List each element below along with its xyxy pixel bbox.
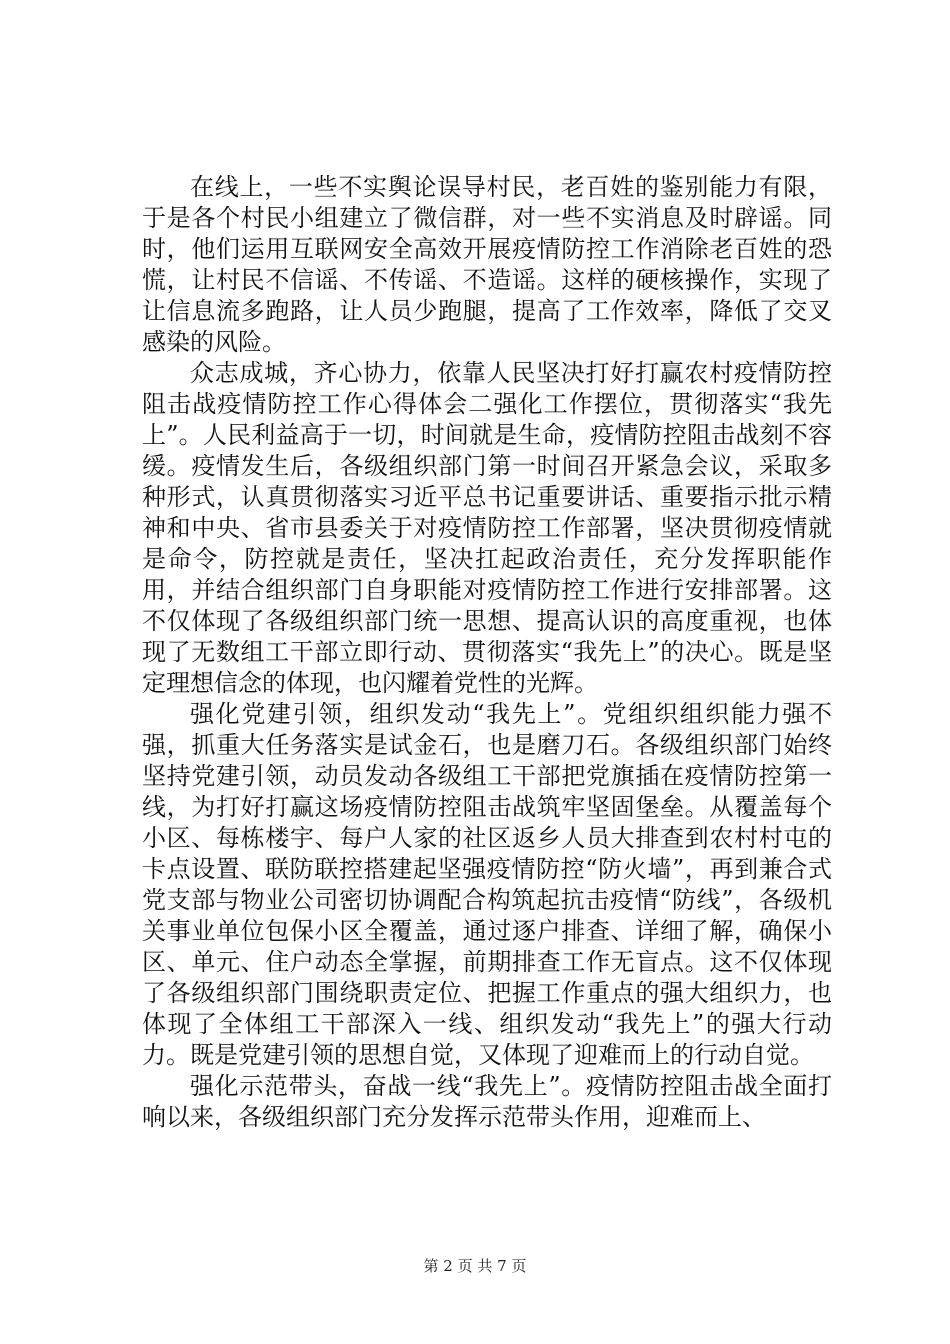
paragraph-exemplary-role: 强化示范带头，奋战一线“我先上”。疫情防控阻击战全面打响以来，各级组织部门充分发挥示范带头作用，迎难而上、 — [142, 1072, 832, 1131]
paragraph-party-leadership: 强化党建引领，组织发动“我先上”。党组织组织能力强不强，抓重大任务落实是试金石，也是磨刀石。各级组织部门始终坚持党建引领，动员发动各级组工干部把党旗插在疫情防控第一线，为打好打赢这场疫情防控阻击战筑牢坚固堡垒。从覆盖每个小区、每栋楼宇、每户人家的社区返乡人员大排查到农村村屯的卡点设置、联防联控搭建起坚强疫情防控“防火墙”，再到兼合式党支部与物业公司密切协调配合构筑起抗击疫情“防线”，各级机关事业单位包保小区全覆盖，通过逐户排查、详细了解，确保小区、单元、住户动态全掌握，前期排查工作无盲点。这不仅体现了各级组织部门围绕职责定位、把握工作重点的强大组织力，也体现了全体组工干部深入一线、组织发动“我先上”的强大行动力。既是党建引领的思想自觉，又体现了迎难而上的行动自觉。 — [142, 700, 832, 1069]
page-number-footer: 第 2 页 共 7 页 — [423, 1257, 527, 1275]
document-body — [142, 172, 832, 1133]
paragraph-work-priority: 众志成城，齐心协力，依靠人民坚决打好打赢农村疫情防控阻击战疫情防控工作心得体会二强化工作摆位，贯彻落实“我先上”。人民利益高于一切，时间就是生命，疫情防控阻击战刻不容缓。疫情发生后，各级组织部门第一时间召开紧急会议，采取多种形式，认真贯彻落实习近平总书记重要讲话、重要指示批示精神和中央、省市县委关于对疫情防控工作部署，坚决贯彻疫情就是命令，防控就是责任，坚决扛起政治责任，充分发挥职能作用，并结合组织部门自身职能对疫情防控工作进行安排部署。这不仅体现了各级组织部门统一思想、提高认识的高度重视，也体现了无数组工干部立即行动、贯彻落实“我先上”的决心。既是坚定理想信念的体现，也闪耀着党性的光辉。 — [142, 359, 832, 697]
paragraph-online-rumors: 在线上，一些不实舆论误导村民，老百姓的鉴别能力有限，于是各个村民小组建立了微信群，对一些不实消息及时辟谣。同时，他们运用互联网安全高效开展疫情防控工作消除老百姓的恐慌，让村民不信谣、不传谣、不造谣。这样的硬核操作，实现了让信息流多跑路，让人员少跑腿，提高了工作效率，降低了交叉感染的风险。 — [142, 173, 832, 356]
